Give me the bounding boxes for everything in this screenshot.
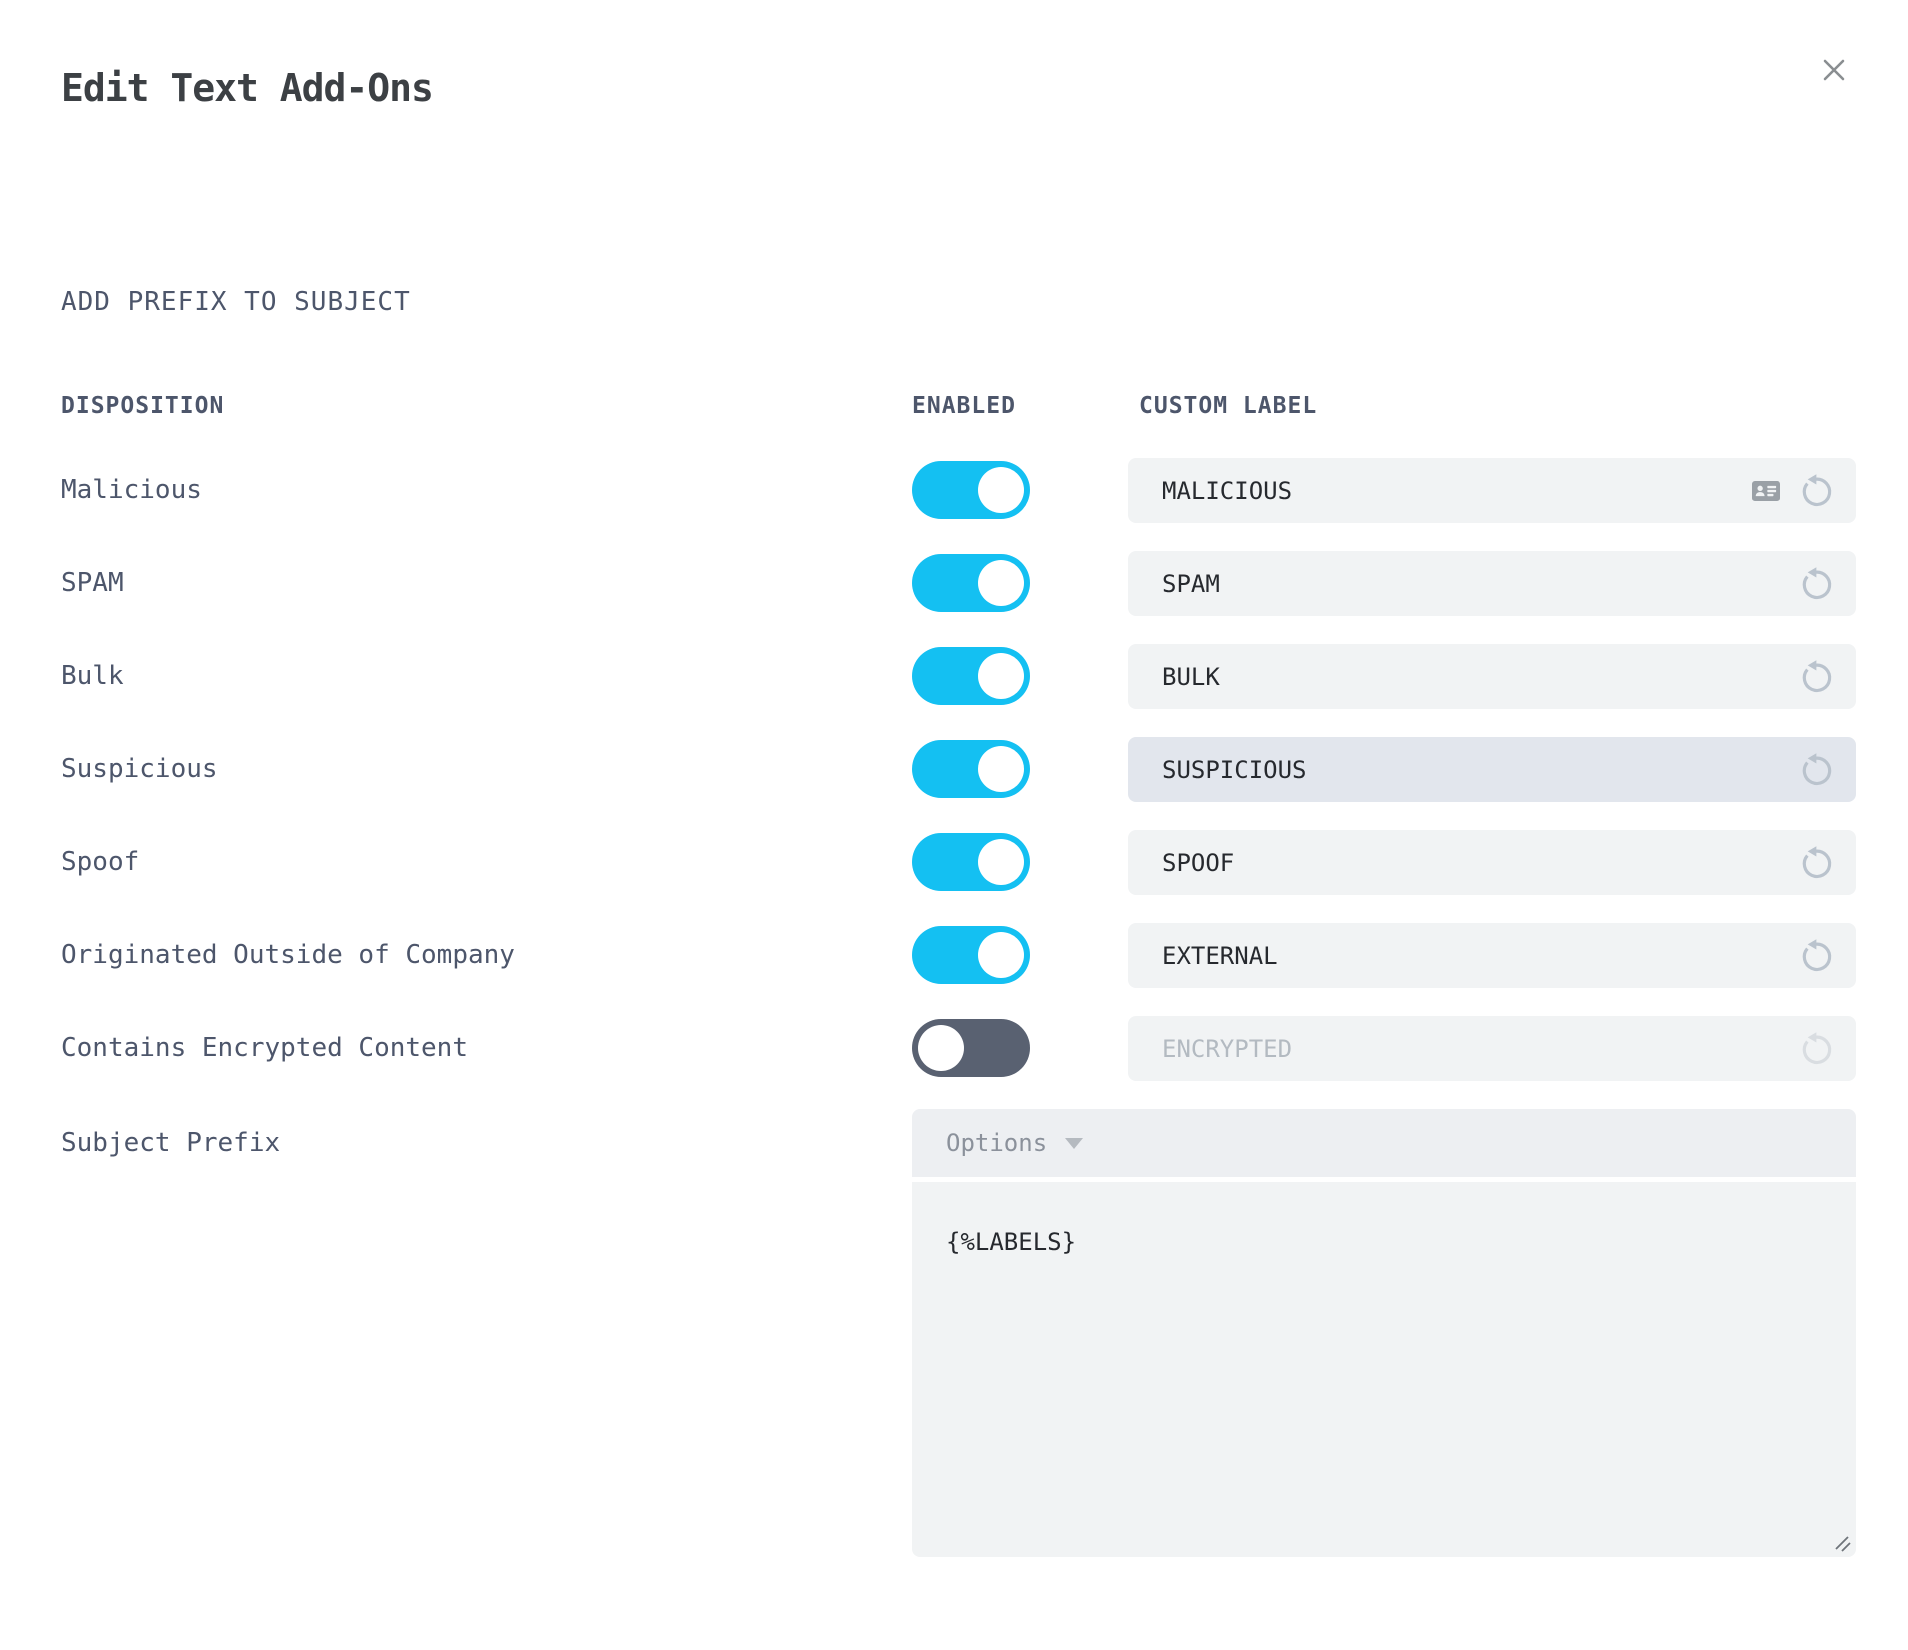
toggle-knob bbox=[978, 932, 1024, 978]
enabled-toggle[interactable] bbox=[912, 461, 1030, 519]
table-row bbox=[0, 644, 1908, 737]
table-row bbox=[0, 737, 1908, 830]
custom-label-value: SUSPICIOUS bbox=[1162, 755, 1307, 784]
toggle-knob bbox=[978, 839, 1024, 885]
disposition-label: Suspicious bbox=[61, 754, 218, 784]
custom-label-value: SPAM bbox=[1162, 569, 1220, 598]
column-header-custom-label: CUSTOM LABEL bbox=[1139, 393, 1318, 419]
reset-icon[interactable] bbox=[1798, 658, 1836, 696]
custom-label-value: ENCRYPTED bbox=[1162, 1034, 1293, 1063]
enabled-toggle[interactable] bbox=[912, 1019, 1030, 1077]
close-icon bbox=[1819, 55, 1849, 85]
custom-label-value: SPOOF bbox=[1162, 848, 1235, 877]
toggle-knob bbox=[978, 560, 1024, 606]
custom-label-field[interactable] bbox=[1128, 923, 1856, 988]
reset-icon[interactable] bbox=[1798, 472, 1836, 510]
dialog-title: Edit Text Add-Ons bbox=[61, 66, 433, 110]
custom-label-field[interactable] bbox=[1128, 551, 1856, 616]
contact-card-icon[interactable] bbox=[1750, 475, 1782, 507]
reset-icon[interactable] bbox=[1798, 937, 1836, 975]
reset-icon[interactable] bbox=[1798, 751, 1836, 789]
section-title: ADD PREFIX TO SUBJECT bbox=[61, 287, 411, 317]
toggle-knob bbox=[978, 746, 1024, 792]
field-icons bbox=[1798, 751, 1836, 789]
close-button[interactable] bbox=[1814, 50, 1854, 90]
custom-label-field[interactable] bbox=[1128, 737, 1856, 802]
toggle-knob bbox=[978, 467, 1024, 513]
options-dropdown-label: Options bbox=[946, 1129, 1048, 1157]
disposition-label: Bulk bbox=[61, 661, 124, 691]
column-header-enabled: ENABLED bbox=[912, 393, 1016, 419]
reset-icon[interactable] bbox=[1798, 1030, 1836, 1068]
custom-label-value: EXTERNAL bbox=[1162, 941, 1278, 970]
column-header-disposition: DISPOSITION bbox=[61, 393, 225, 419]
table-row bbox=[0, 830, 1908, 923]
chevron-down-icon bbox=[1065, 1138, 1083, 1149]
toggle-knob bbox=[918, 1025, 964, 1071]
table-row bbox=[0, 1016, 1908, 1109]
custom-label-field[interactable] bbox=[1128, 644, 1856, 709]
reset-icon[interactable] bbox=[1798, 565, 1836, 603]
custom-label-value: BULK bbox=[1162, 662, 1220, 691]
field-icons bbox=[1798, 658, 1836, 696]
disposition-label: Contains Encrypted Content bbox=[61, 1033, 468, 1063]
field-icons bbox=[1798, 565, 1836, 603]
disposition-rows bbox=[0, 458, 1908, 1109]
enabled-toggle[interactable] bbox=[912, 740, 1030, 798]
disposition-label: SPAM bbox=[61, 568, 124, 598]
field-icons bbox=[1798, 937, 1836, 975]
custom-label-field[interactable] bbox=[1128, 1016, 1856, 1081]
resize-handle-icon[interactable] bbox=[1833, 1534, 1851, 1552]
subject-prefix-label: Subject Prefix bbox=[61, 1128, 281, 1158]
subject-prefix-value: {%LABELS} bbox=[946, 1228, 1077, 1256]
options-dropdown[interactable] bbox=[912, 1109, 1856, 1177]
disposition-label: Originated Outside of Company bbox=[61, 940, 515, 970]
enabled-toggle[interactable] bbox=[912, 554, 1030, 612]
subject-prefix-textarea[interactable] bbox=[912, 1182, 1856, 1557]
table-header bbox=[0, 393, 1908, 423]
field-icons bbox=[1798, 1030, 1836, 1068]
table-row bbox=[0, 551, 1908, 644]
enabled-toggle[interactable] bbox=[912, 647, 1030, 705]
table-row bbox=[0, 923, 1908, 1016]
field-icons bbox=[1798, 844, 1836, 882]
custom-label-value: MALICIOUS bbox=[1162, 476, 1293, 505]
toggle-knob bbox=[978, 653, 1024, 699]
enabled-toggle[interactable] bbox=[912, 926, 1030, 984]
disposition-label: Spoof bbox=[61, 847, 140, 877]
custom-label-field[interactable] bbox=[1128, 830, 1856, 895]
custom-label-field[interactable] bbox=[1128, 458, 1856, 523]
disposition-label: Malicious bbox=[61, 475, 202, 505]
field-icons bbox=[1750, 472, 1836, 510]
table-row bbox=[0, 458, 1908, 551]
reset-icon[interactable] bbox=[1798, 844, 1836, 882]
enabled-toggle[interactable] bbox=[912, 833, 1030, 891]
